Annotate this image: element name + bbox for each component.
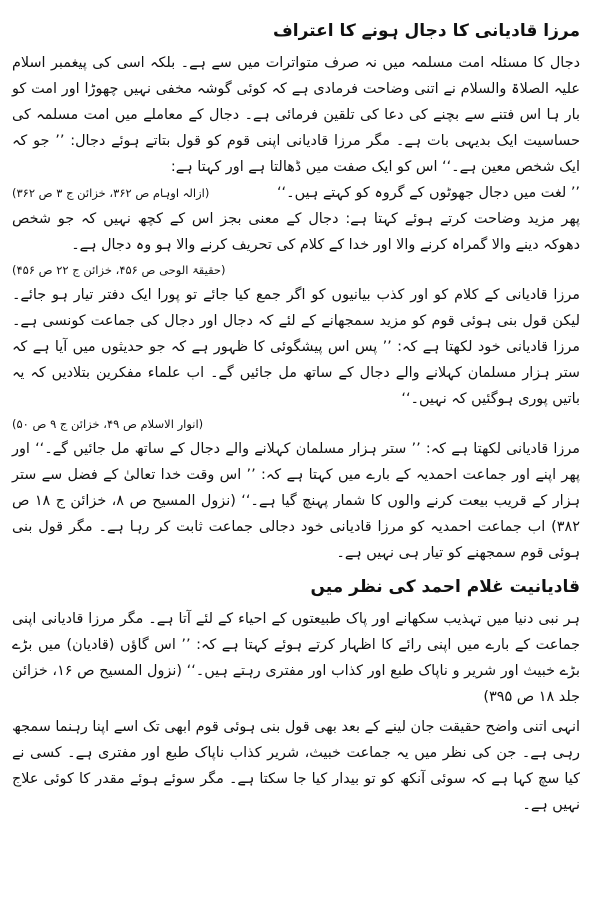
quote-line-lughat bbox=[12, 180, 580, 206]
paragraph-seventy-thousand: مرزا قادیانی کے کلام کو اور کذب بیانیوں کو اگر جمع کیا جائے تو پورا ایک دفتر تیار ہو جائے۔ لیکن قول بنی ہوئی قوم کو مزید سمجھانے کے لئے کہ دجال اور دجال کی جماعت کونسی ہے۔ مرزا قادیانی خود لکھتا ہے کہ: ’’ پس اس پیشگوئی کا ظہور ہے کہ جو حدیثوں میں آیا ہے کہ ستر ہزار مسلمان کہلانے والے دجال کے ساتھ مل جائیں گے۔ اب علماء مفکرین بتلادیں کہ یہ باتیں پوری ہوگئیں کہ نہیں۔‘‘ bbox=[12, 287, 580, 407]
reference-izala-auham: (ازالہ اوہام ص ۳۶۲، خزائن ج ۳ ص ۳۶۲) bbox=[12, 186, 210, 200]
paragraph-ahmadiyya-jamaat: مرزا قادیانی لکھتا ہے کہ: ’’ ستر ہزار مسلمان کہلانے والے دجال کے ساتھ مل جائیں گے۔‘‘ اور پھر اپنے اور جماعت احمدیہ کے بارے میں کہتا ہے کہ: ’’ اس وقت خدا تعالیٰ کے فضل سے ستر ہزار کے قریب بیعت کرنے والوں کا شمار پہنچ گیا ہے۔‘‘ (نزول المسیح ص ۸، خزائن ج ۱۸ ص ۳۸۲) اب جماعت احمدیہ کو مرزا قادیانی خود دجالی جماعت ثابت کر رہا ہے۔ مگر قول بنی ہوئی قوم سمجھنے کو تیار ہی نہیں ہے۔ bbox=[12, 441, 581, 561]
quote-lughat: ’’ لغت میں دجال جھوٹوں کے گروہ کو کہتے ہیں۔‘‘ bbox=[276, 185, 580, 201]
paragraph-dajjal-intro: دجال کا مسئلہ امت مسلمہ میں نہ صرف متواترات میں سے ہے۔ بلکہ اسی کی پیغمبر اسلام علیہ الصلاۃ والسلام نے اتنی وضاحت فرمادی ہے کہ کوئی گوشہ مخفی نہیں چھوڑا اور امت کو بار ہا اس فتنے سے بچنے کی دعا کی تلقین فرمائی ہے۔ دجال کے معاملے میں امت مسلمہ کی حساسیت ایک بدیہی بات ہے۔ مگر مرزا قادیانی اپنی قوم کو قول بتاتے ہوئے دجال: ’’ جو کہ ایک شخص معین ہے۔‘‘ اس کو ایک صفت میں ڈھالتا ہے اور کہتا ہے: bbox=[12, 55, 580, 175]
reference-haqiqat-ul-wahi: (حقیقۃ الوحی ص ۴۵۶، خزائن ج ۲۲ ص ۴۵۶) bbox=[12, 263, 226, 277]
section-heading-confession: مرزا قادیانی کا دجال ہونے کا اعتراف bbox=[273, 21, 580, 41]
paragraph-qadian-village: ہر نبی دنیا میں تہذیب سکھانے اور پاک طبیعتوں کے احیاء کے لئے آتا ہے۔ مگر مرزا قادیانی اپنی جماعت کے بارے میں اپنی رائے کا اظہار کرتے ہوئے کہتا ہے کہ: ’’ اس گاؤں (قادیان) میں بڑے بڑے خبیث اور شریر و ناپاک طبع اور کذاب اور مفتری رہتے ہیں۔‘‘ (نزول المسیح ص ۱۶، خزائن جلد ۱۸ ص ۳۹۵) bbox=[12, 611, 580, 705]
reference-anwar-ul-islam: (انوار الاسلام ص ۴۹، خزائن ج ۹ ص ۵۰) bbox=[12, 417, 204, 431]
paragraph-conclusion: انہی اتنی واضح حقیقت جان لینے کے بعد بھی قول بنی ہوئی قوم ابھی تک اسے اپنا رہنما سمجھ رہی ہے۔ جن کی نظر میں یہ جماعت خبیث، شریر کذاب ناپاک طبع اور مفتری ہے۔ کسی نے کیا سچ کہا ہے کہ سوئی آنکھ کو تو بیدار کیا جا سکتا ہے۔ مگر سوئے ہوئے مقدر کا کوئی علاج نہیں ہے۔ bbox=[12, 719, 580, 813]
paragraph-dajjal-meaning: پھر مزید وضاحت کرتے ہوئے کہتا ہے: دجال کے معنی بجز اس کے کچھ نہیں کہ جو شخص دھوکہ دینے والا گمراہ کرنے والا اور خدا کے کلام کی تحریف کرنے والا ہو وہ دجال ہے۔ bbox=[12, 211, 580, 253]
section-heading-qadianiyat: قادیانیت غلام احمد کی نظر میں bbox=[310, 577, 580, 597]
